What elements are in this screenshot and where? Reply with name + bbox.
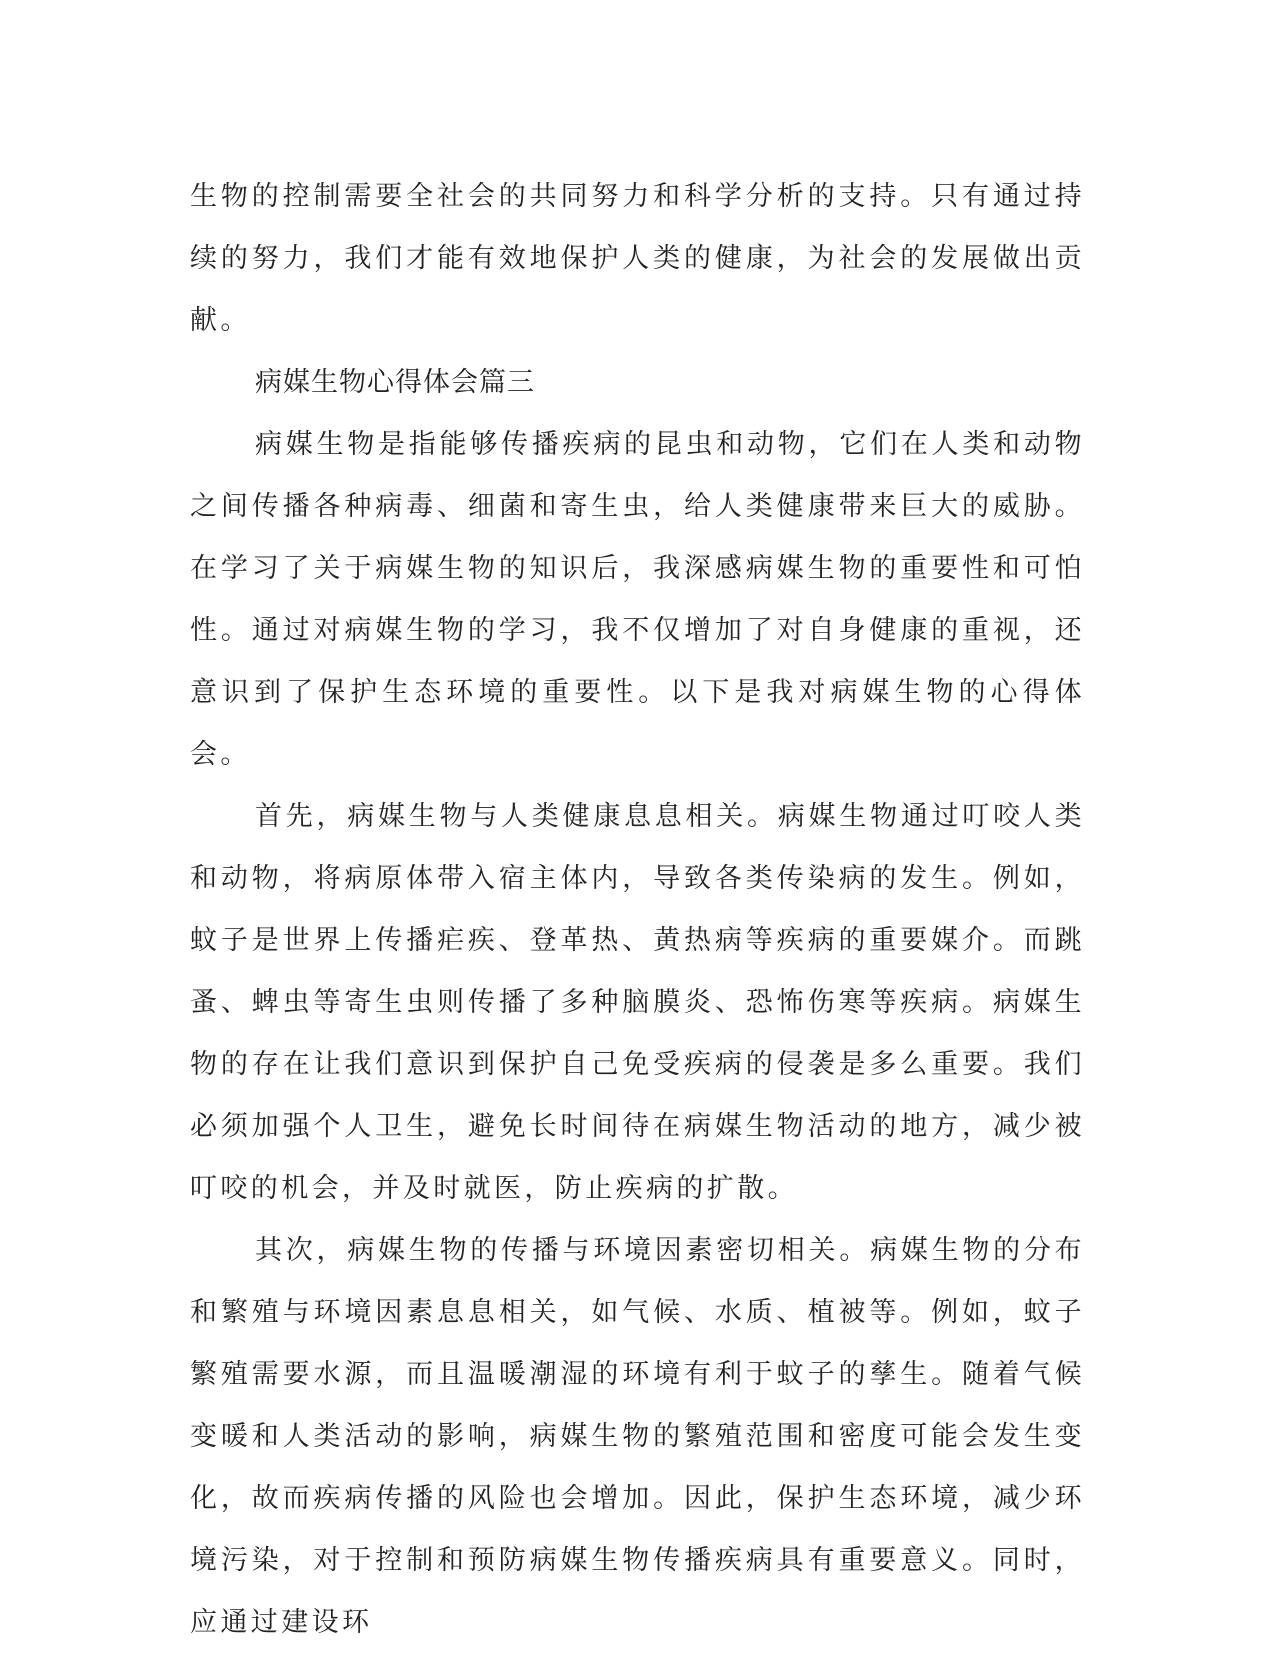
paragraph-first: 首先，病媒生物与人类健康息息相关。病媒生物通过叮咬人类和动物，将病原体带入宿主体内，导致各类传染病的发生。例如，蚊子是世界上传播疟疾、登革热、黄热病等疾病的重要媒介。而跳蚤、蜱虫等寄生虫则传播了多种脑膜炎、恐怖伤寒等疾病。病媒生物的存在让我们意识到保护自己免受疾病的侵袭是多么重要。我们必须加强个人卫生，避免长时间待在病媒生物活动的地方，减少被叮咬的机会，并及时就医，防止疾病的扩散。 — [190, 801, 1085, 1204]
document-body — [190, 166, 1085, 1654]
continuation-paragraph: 生物的控制需要全社会的共同努力和科学分析的支持。只有通过持续的努力，我们才能有效地保护人类的健康，为社会的发展做出贡献。 — [190, 181, 1085, 336]
section-heading: 病媒生物心得体会篇三 — [255, 367, 535, 398]
paragraph-second: 其次，病媒生物的传播与环境因素密切相关。病媒生物的分布和繁殖与环境因素息息相关，如气候、水质、植被等。例如，蚊子繁殖需要水源，而且温暖潮湿的环境有利于蚊子的孳生。随着气候变暖和人类活动的影响，病媒生物的繁殖范围和密度可能会发生变化，故而疾病传播的风险也会增加。因此，保护生态环境，减少环境污染，对于控制和预防病媒生物传播疾病具有重要意义。同时，应通过建设环 — [190, 1235, 1085, 1638]
paragraph-intro: 病媒生物是指能够传播疾病的昆虫和动物，它们在人类和动物之间传播各种病毒、细菌和寄生虫，给人类健康带来巨大的威胁。在学习了关于病媒生物的知识后，我深感病媒生物的重要性和可怕性。通过对病媒生物的学习，我不仅增加了对自身健康的重视，还意识到了保护生态环境的重要性。以下是我对病媒生物的心得体会。 — [190, 429, 1085, 770]
